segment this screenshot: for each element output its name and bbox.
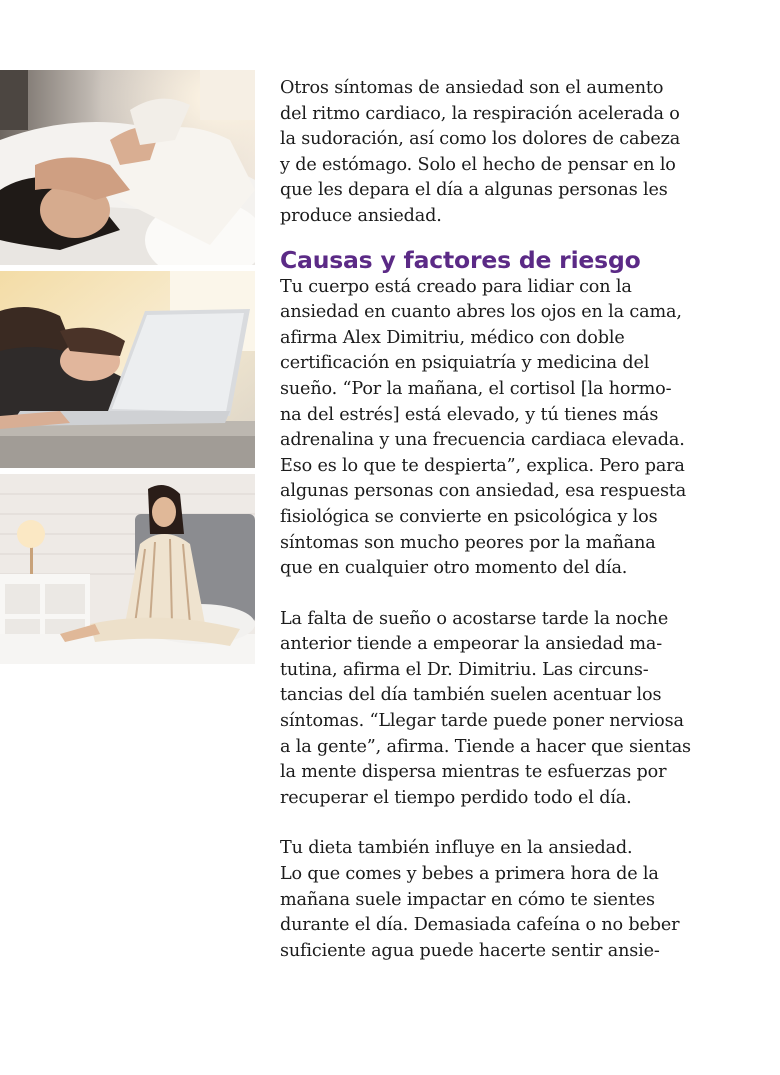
text-line: produce ansiedad. bbox=[280, 205, 442, 226]
photo-column bbox=[0, 70, 255, 664]
text-line: Otros síntomas de ansiedad son el aumento bbox=[280, 78, 664, 98]
text-line: la mente dispersa mientras te esfuerzas por bbox=[280, 762, 667, 783]
sleep-paragraph bbox=[280, 607, 742, 812]
text-line: Tu cuerpo está creado para lidiar con la bbox=[280, 276, 632, 297]
text-line: del ritmo cardiaco, la respiración acelerada o bbox=[280, 103, 680, 124]
text-line: síntomas son mucho peores por la mañana bbox=[280, 532, 656, 553]
text-line: anterior tiende a empeorar la ansiedad ma- bbox=[280, 634, 663, 655]
text-line: sueño. “Por la mañana, el cortisol [la hormo- bbox=[280, 378, 672, 399]
text-line: recuperar el tiempo perdido todo el día. bbox=[280, 787, 632, 808]
text-line: tutina, afirma el Dr. Dimitriu. Las circuns- bbox=[280, 659, 649, 680]
woman-in-bed-photo bbox=[0, 70, 255, 265]
text-line: mañana suele impactar en cómo te sientes bbox=[280, 889, 655, 910]
woman-meditating-photo bbox=[0, 474, 255, 664]
text-line: tancias del día también suelen acentuar los bbox=[280, 685, 662, 706]
text-line: Eso es lo que te despierta”, explica. Pero para bbox=[280, 455, 685, 476]
text-line: y de estómago. Solo el hecho de pensar en lo bbox=[280, 154, 676, 175]
text-line: Tu dieta también influye en la ansiedad. bbox=[280, 838, 633, 859]
section-heading: Causas y factores de riesgo bbox=[280, 245, 641, 274]
text-line: na del estrés] está elevado, y tú tienes más bbox=[280, 404, 659, 425]
text-line: la sudoración, así como los dolores de cabeza bbox=[280, 129, 681, 150]
woman-on-laptop-photo bbox=[0, 271, 255, 468]
text-line: suficiente agua puede hacerte sentir ansie- bbox=[280, 940, 660, 961]
text-line: síntomas. “Llegar tarde puede poner nerviosa bbox=[280, 711, 684, 732]
article-body bbox=[280, 76, 742, 989]
text-line: a la gente”, afirma. Tiende a hacer que sientas bbox=[280, 736, 691, 757]
text-line: afirma Alex Dimitriu, médico con doble bbox=[280, 327, 625, 348]
intro-paragraph bbox=[280, 76, 742, 230]
text-line: certificación en psiquiatría y medicina del bbox=[280, 353, 650, 374]
text-line: fisiológica se convierte en psicológica y los bbox=[280, 506, 658, 527]
diet-paragraph bbox=[280, 836, 742, 964]
text-line: ansiedad en cuanto abres los ojos en la cama, bbox=[280, 302, 682, 323]
text-line: durante el día. Demasiada cafeína o no beber bbox=[280, 915, 680, 936]
text-line: que les depara el día a algunas personas les bbox=[280, 180, 668, 201]
text-line: que en cualquier otro momento del día. bbox=[280, 558, 628, 579]
causes-paragraph bbox=[280, 275, 742, 582]
text-line: Lo que comes y bebes a primera hora de la bbox=[280, 864, 659, 885]
text-line: algunas personas con ansiedad, esa respuesta bbox=[280, 481, 687, 502]
text-line: La falta de sueño o acostarse tarde la noche bbox=[280, 608, 669, 629]
text-line: adrenalina y una frecuencia cardiaca elevada. bbox=[280, 430, 685, 451]
